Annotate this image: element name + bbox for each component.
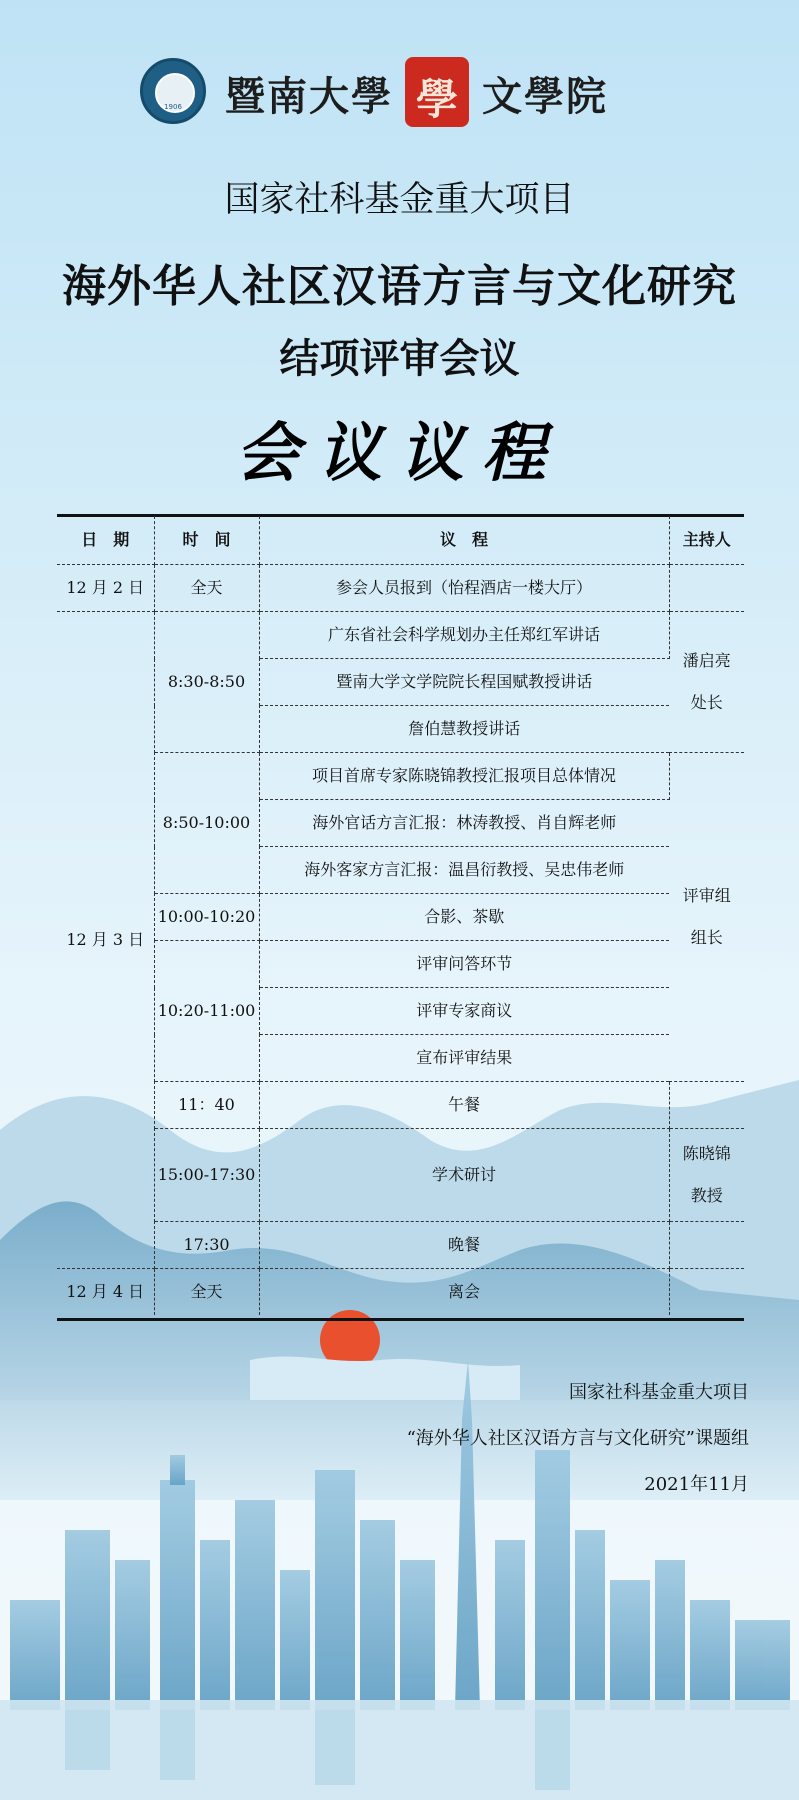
host-cell xyxy=(669,1222,744,1269)
host-title: 教授 xyxy=(690,1186,723,1205)
host-name: 评审组 xyxy=(682,886,731,905)
time-cell: 10:20-11:00 xyxy=(154,941,259,1082)
university-name: 暨南大學 xyxy=(225,73,393,120)
table-row xyxy=(57,565,744,612)
table-row xyxy=(57,753,744,800)
header-host: 主持人 xyxy=(669,516,744,565)
host-title: 组长 xyxy=(690,928,723,947)
agenda-cell: 评审专家商议 xyxy=(259,988,669,1035)
host-cell xyxy=(669,565,744,612)
agenda-cell: 广东省社会科学规划办主任郑红军讲话 xyxy=(259,612,669,659)
host-name: 潘启亮 xyxy=(682,651,731,670)
footer-date: 2021年11月 xyxy=(644,1474,749,1495)
time-cell: 10:00-10:20 xyxy=(154,894,259,941)
title-line-3: 结项评审会议 xyxy=(279,336,520,382)
table-row xyxy=(57,894,744,941)
table-row xyxy=(57,612,744,659)
agenda-cell: 项目首席专家陈晓锦教授汇报项目总体情况 xyxy=(259,753,669,800)
agenda-cell: 暨南大学文学院院长程国赋教授讲话 xyxy=(259,659,669,706)
agenda-cell: 晚餐 xyxy=(259,1222,669,1269)
agenda-cell: 詹伯慧教授讲话 xyxy=(259,706,669,753)
title-line-2: 海外华人社区汉语方言与文化研究 xyxy=(62,261,737,312)
host-cell xyxy=(669,1269,744,1316)
agenda-cell: 海外客家方言汇报：温昌衍教授、吴忠伟老师 xyxy=(259,847,669,894)
host-cell xyxy=(669,612,744,753)
date-cell: 12 月 2 日 xyxy=(57,565,154,612)
table-row xyxy=(57,1222,744,1269)
jinan-university-seal xyxy=(140,58,206,124)
header-logos xyxy=(0,55,799,135)
footer-project: 国家社科基金重大项目 xyxy=(569,1382,749,1403)
time-cell: 全天 xyxy=(154,1269,259,1316)
time-cell: 17:30 xyxy=(154,1222,259,1269)
table-header-row xyxy=(57,516,744,565)
agenda-cell: 海外官话方言汇报：林涛教授、肖自辉老师 xyxy=(259,800,669,847)
host-cell xyxy=(669,1082,744,1129)
seal-year: 1906 xyxy=(164,103,182,111)
time-cell: 15:00-17:30 xyxy=(154,1129,259,1222)
date-cell: 12 月 4 日 xyxy=(57,1269,154,1316)
table-row xyxy=(57,1269,744,1316)
header-time: 时 间 xyxy=(154,516,259,565)
table-bottom-rule xyxy=(57,1318,744,1321)
host-name: 陈晓锦 xyxy=(682,1144,731,1163)
host-cell xyxy=(669,1129,744,1222)
agenda-cell: 参会人员报到（怡程酒店一楼大厅） xyxy=(259,565,669,612)
college-name: 文學院 xyxy=(482,73,608,120)
agenda-table xyxy=(57,516,744,1315)
title-line-1: 国家社科基金重大项目 xyxy=(224,180,575,220)
host-title: 处长 xyxy=(690,693,723,712)
date-cell: 12 月 3 日 xyxy=(57,612,154,1269)
header-date: 日 期 xyxy=(57,516,154,565)
time-cell: 8:50-10:00 xyxy=(154,753,259,894)
table-row xyxy=(57,1129,744,1222)
agenda-cell: 午餐 xyxy=(259,1082,669,1129)
table-row xyxy=(57,1082,744,1129)
agenda-heading: 会议议程 xyxy=(235,416,564,491)
time-cell: 8:30-8:50 xyxy=(154,612,259,753)
agenda-cell: 学术研讨 xyxy=(259,1129,669,1222)
host-cell xyxy=(669,753,744,1082)
time-cell: 全天 xyxy=(154,565,259,612)
college-seal-char: 學 xyxy=(415,75,458,124)
college-seal xyxy=(405,57,469,127)
agenda-cell: 合影、茶歇 xyxy=(259,894,669,941)
header-agenda: 议 程 xyxy=(259,516,669,565)
agenda-cell: 离会 xyxy=(259,1269,669,1316)
table-row xyxy=(57,941,744,988)
agenda-cell: 宣布评审结果 xyxy=(259,1035,669,1082)
agenda-cell: 评审问答环节 xyxy=(259,941,669,988)
footer-group: “海外华人社区汉语方言与文化研究”课题组 xyxy=(406,1428,749,1449)
time-cell: 11：40 xyxy=(154,1082,259,1129)
